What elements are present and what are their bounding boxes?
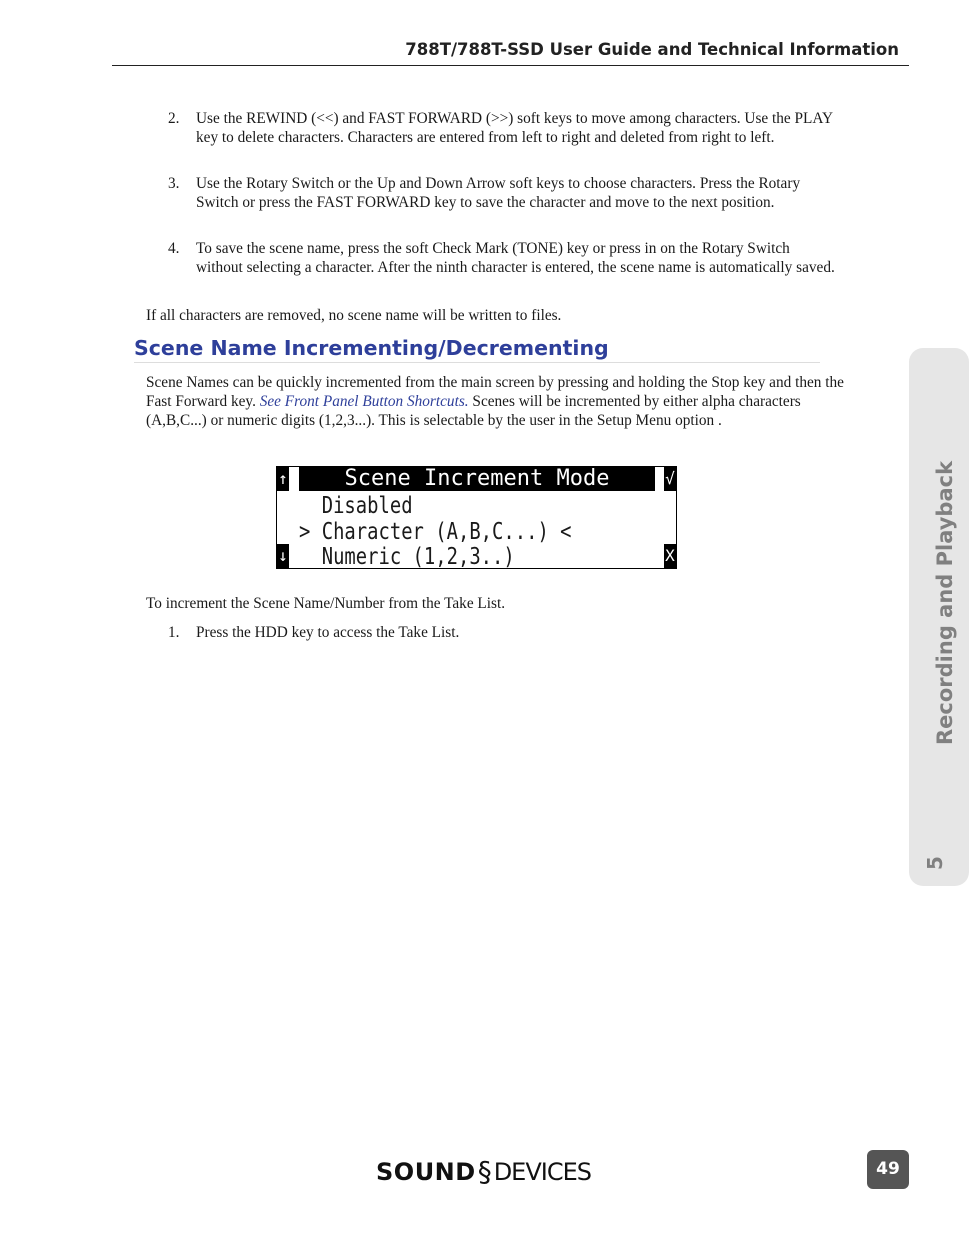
- item-text: Use the REWIND (<<) and FAST FORWARD (>>) soft keys to move among characters. Use the PLAY key to delete characters. Characters are entered from left to right and deleted from right to left.: [196, 110, 833, 146]
- swirl-icon: §: [477, 1155, 492, 1188]
- item-number: 3.: [168, 175, 180, 192]
- chapter-label: Recording and Playback: [933, 460, 957, 745]
- lcd-screen: [276, 466, 677, 569]
- lcd-option-character: > Character (A,B,C...) <: [299, 519, 572, 545]
- list-item: [168, 239, 838, 277]
- item-text: Press the HDD key to access the Take List.: [196, 624, 460, 641]
- chapter-number: 5: [923, 856, 947, 870]
- list-item: [168, 174, 838, 212]
- lcd-option-disabled: Disabled: [299, 493, 413, 519]
- page-number: 49: [867, 1150, 909, 1189]
- para-text: Scene Names can be quickly incremented from the main screen by pressing and holding the Stop key and then the Fast Forward key.: [146, 374, 844, 410]
- down-arrow-icon: ↓: [277, 544, 289, 568]
- logo-text: DEVICES: [493, 1157, 591, 1186]
- header-title: 788T/788T-SSD User Guide and Technical Information: [405, 40, 899, 59]
- lcd-title: Scene Increment Mode: [299, 467, 655, 491]
- check-icon: √: [664, 467, 676, 491]
- section-heading: Scene Name Incrementing/Decrementing: [134, 336, 820, 363]
- section-paragraph: [146, 373, 846, 430]
- item-text: To save the scene name, press the soft Check Mark (TONE) key or press in on the Rotary Switch without selecting a character. After the ninth character is entered, the scene name is automatically saved.: [196, 240, 835, 276]
- list-item: [168, 109, 838, 147]
- lcd-option-numeric: Numeric (1,2,3..): [299, 544, 515, 570]
- item-text: Use the Rotary Switch or the Up and Down Arrow soft keys to choose characters. Press the Rotary Switch or press the FAST FORWARD key to save the character and move to the next position.: [196, 175, 801, 211]
- logo-text: SOUND: [376, 1157, 476, 1186]
- item-number: 4.: [168, 240, 180, 257]
- cancel-icon: X: [664, 544, 676, 568]
- list-item: [168, 623, 838, 642]
- para-text: Scenes will be incremented by either alpha characters (A,B,C...) or numeric digits (1,2,3...). This is selectable by the user in the Setup Menu option .: [146, 393, 801, 429]
- sound-devices-logo: [376, 1155, 591, 1188]
- page-header: [112, 40, 909, 66]
- note-text: If all characters are removed, no scene name will be written to files.: [146, 307, 562, 324]
- up-arrow-icon: ↑: [277, 467, 289, 491]
- item-number: 2.: [168, 110, 180, 127]
- item-number: 1.: [168, 624, 180, 641]
- front-panel-shortcuts-link[interactable]: See Front Panel Button Shortcuts.: [259, 393, 469, 410]
- after-text: To increment the Scene Name/Number from the Take List.: [146, 595, 506, 612]
